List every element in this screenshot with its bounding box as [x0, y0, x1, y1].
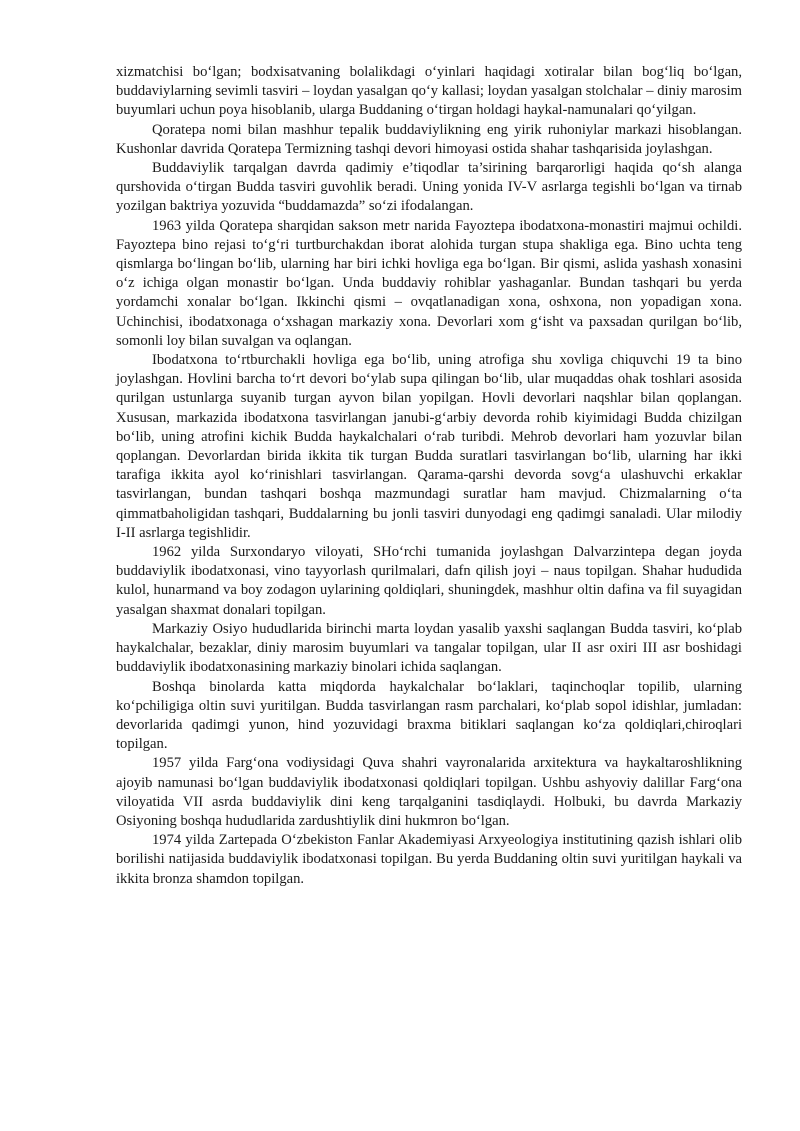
paragraph-2: Qoratepa nomi bilan mashhur tepalik buddaviylikning eng yirik ruhoniylar markazi hisoblangan. Kushonlar davrida Qoratepa Termizning tashqi devori himoyasi ostida shahar tashqarisida joylashgan.: [116, 121, 742, 157]
paragraph-4: 1963 yilda Qoratepa sharqidan sakson metr narida Fayoztepa ibodatxona-monastiri majmui ochildi. Fayoztepa bino rejasi to‘g‘ri turtburchakdan iborat alohida turgan stupa shakliga ega. Bino uchta teng qismlarga bo‘lingan bo‘lib, ularning har biri ichki hovliga ega bo‘lgan. Bir qismi, aslida yashash xonasini o‘z ichiga olgan monastir bo‘lgan. Unda buddaviy rohiblar yashaganlar. Bundan tashqari bu yerda yordamchi xonalar bo‘lgan. Ikkinchi qismi – ovqatlanadigan xona, oshxona, non yopadigan xona. Uchinchisi, ibodatxonaga o‘xshagan markaziy xona. Devorlari xom g‘isht va paxsadan qurilgan bo‘lib, somonli loy bilan suvalgan va oqlangan.: [116, 217, 742, 349]
paragraph-5: Ibodatxona to‘rtburchakli hovliga ega bo‘lib, uning atrofiga shu xovliga chiquvchi 19 ta bino joylashgan. Hovlini barcha to‘rt devori bo‘ylab supa qilingan bo‘lib, ular muqaddas ohak toshlari asosida qurilgan ustunlarga suyanib turgan ayvon bilan yopilgan. Hovli devorlari naqshlar bilan qoplangan. Xususan, markazida ibodatxona tasvirlangan janubi-g‘arbiy devorda rohib kiyimidagi Budda chizilgan bo‘lib, uning atrofini kichik Budda haykalchalari o‘rab turibdi. Mehrob devorlari ham yozuvlar bilan qoplangan. Devorlardan birida ikkita tik turgan Budda suratlari tasvirlangan bo‘lib, ularning har ikki tarafiga ikkita ayol ko‘rinishlari tasvirlangan. Qarama-qarshi devorda sovg‘a ulashuvchi erkaklar tasvirlangan, bundan tashqari boshqa mazmundagi suratlar ham mavjud. Chizmalarning o‘ta qimmatbaholigidan tashqari, Buddalarning bu jonli tasviri dunyodagi eng qadimgi sanaladi. Ular milodiy I-II asrlarga tegishlidir.: [116, 352, 742, 541]
paragraph-1: xizmatchisi bo‘lgan; bodxisatvaning bolalikdagi o‘yinlari haqidagi xotiralar bilan bog‘liq bo‘lgan, buddaviylarning sevimli tasviri – loydan yasalgan qo‘y kallasi; loydan yasalgan stolchalar – diniy marosim buyumlari uchun poya hisoblanib, ularga Buddaning o‘tirgan holdagi haykal-namunalari qo‘yilgan.: [116, 64, 742, 119]
document-page: [116, 63, 742, 889]
paragraph-8: Boshqa binolarda katta miqdorda haykalchalar bo‘laklari, taqinchoqlar topilib, ularning ko‘pchiligiga oltin suvi yuritilgan. Budda tasvirlangan rasm parchalari, ko‘plab sopol idishlar, jumladan: devorlarida qadimgi yunon, hind yozuvidagi braxma bitiklari saqlangan ko‘za qoldiqlari,chiroqlari topilgan.: [116, 678, 742, 753]
paragraph-6: 1962 yilda Surxondaryo viloyati, SHo‘rchi tumanida joylashgan Dalvarzintepa degan joyda buddaviylik ibodatxonasi, vino tayyorlash qurilmalari, dafn qilish joyi – naus topilgan. Shahar hududida kulol, hunarmand va boy zodagon uylarining qoldiqlari, shuningdek, mashhur oltin dafina va fil suyagidan yasalgan shaxmat donalari topilgan.: [116, 544, 742, 618]
paragraph-9: 1957 yilda Farg‘ona vodiysidagi Quva shahri vayronalarida arxitektura va haykaltaroshlikning ajoyib namunasi bo‘lgan buddaviylik ibodatxonasi qoldiqlari topilgan. Ushbu ashyoviy dalillar Farg‘ona viloyatida VII asrda buddaviylik dini keng tarqalganini tasdiqlaydi. Holbuki, bu davrda Markaziy Osiyoning boshqa hududlarida zardushtiylik dini hukmron bo‘lgan.: [116, 755, 742, 829]
paragraph-7: Markaziy Osiyo hududlarida birinchi marta loydan yasalib yaxshi saqlangan Budda tasviri, ko‘plab haykalchalar, bezaklar, diniy marosim buyumlari va tangalar topilgan, ular II asr oxiri III asr boshidagi buddaviylik ibodatxonasining markaziy binolari ichida saqlangan.: [116, 620, 742, 676]
paragraph-3: Buddaviylik tarqalgan davrda qadimiy e’tiqodlar ta’sirining barqarorligi haqida qo‘sh alanga qurshovida o‘tirgan Budda tasviri guvohlik beradi. Uning yonida IV-V asrlarga tegishli bo‘lgan va tirnab yozilgan baktriya yozuvida “buddamazda” so‘zi ifodalangan.: [116, 160, 742, 215]
paragraph-10: 1974 yilda Zartepada O‘zbekiston Fanlar Akademiyasi Arxyeologiya institutining qazish ishlari olib borilishi natijasida buddaviylik ibodatxonasi topilgan. Bu yerda Buddaning oltin suvi yuritilgan haykali va ikkita bronza shamdon topilgan.: [116, 832, 742, 887]
